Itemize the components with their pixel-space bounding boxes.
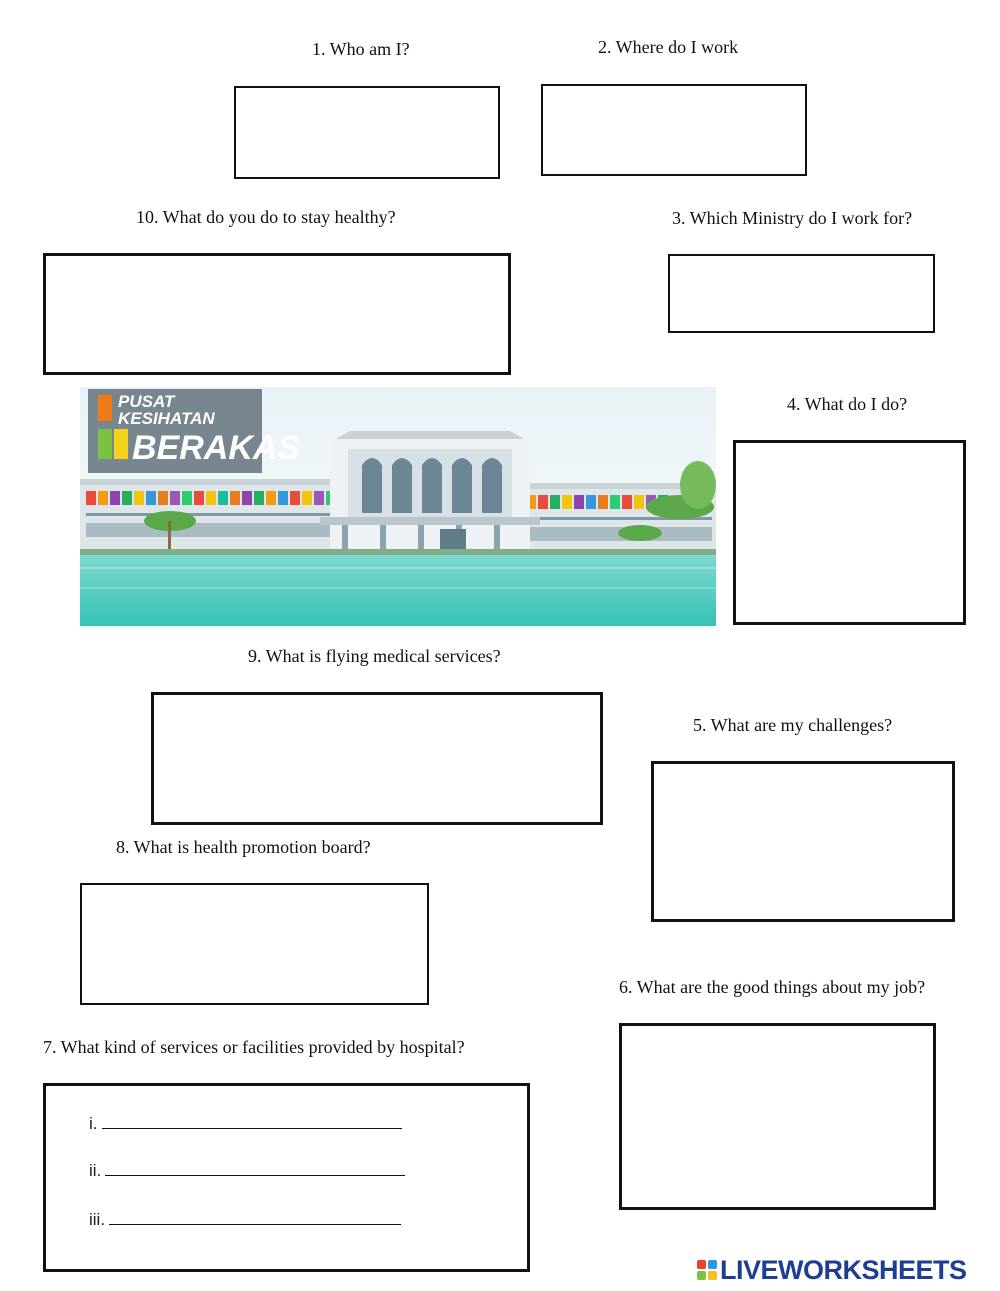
answer-line-iii[interactable]	[89, 1210, 401, 1230]
answer-line-iii-label: iii.	[89, 1210, 106, 1229]
question-2: 2. Where do I work	[598, 37, 739, 57]
answer-box-4[interactable]	[733, 440, 966, 625]
answer-box-1[interactable]	[234, 86, 500, 179]
question-7: 7. What kind of services or facilities provided by hospital?	[43, 1037, 465, 1057]
question-4: 4. What do I do?	[787, 394, 908, 414]
liveworksheets-logo[interactable]	[697, 1255, 967, 1285]
logo-line-3: BERAKAS	[132, 429, 301, 467]
question-8: 8. What is health promotion board?	[116, 837, 371, 857]
logo-yellow-block	[114, 429, 128, 459]
question-6: 6. What are the good things about my job?	[619, 977, 926, 997]
question-5: 5. What are my challenges?	[693, 715, 893, 735]
question-10: 10. What do you do to stay healthy?	[136, 207, 396, 227]
answer-box-9[interactable]	[151, 692, 603, 825]
question-3: 3. Which Ministry do I work for?	[672, 208, 913, 228]
logo-line-2: KESIHATAN	[118, 409, 215, 428]
answer-box-6[interactable]	[619, 1023, 936, 1210]
answer-box-5[interactable]	[651, 761, 955, 922]
answer-box-2[interactable]	[541, 84, 807, 176]
answer-line-i[interactable]	[89, 1114, 402, 1134]
answer-line-ii-label: ii.	[89, 1161, 102, 1180]
answer-line-i-label: i.	[89, 1114, 98, 1133]
hospital-banner-image	[80, 387, 716, 626]
answer-box-7	[43, 1083, 530, 1272]
question-1: 1. Who am I?	[312, 39, 410, 59]
answer-box-3[interactable]	[668, 254, 935, 333]
answer-box-10[interactable]	[43, 253, 511, 375]
logo-green-block	[98, 429, 112, 459]
logo-line-1: PUSAT	[118, 392, 175, 411]
liveworksheets-brand-text: LIVEWORKSHEETS	[720, 1254, 967, 1285]
question-9: 9. What is flying medical services?	[248, 646, 501, 666]
liveworksheets-logo-icon	[697, 1260, 717, 1280]
answer-line-ii[interactable]	[89, 1161, 405, 1181]
answer-box-8[interactable]	[80, 883, 429, 1005]
logo-orange-block	[98, 395, 112, 421]
